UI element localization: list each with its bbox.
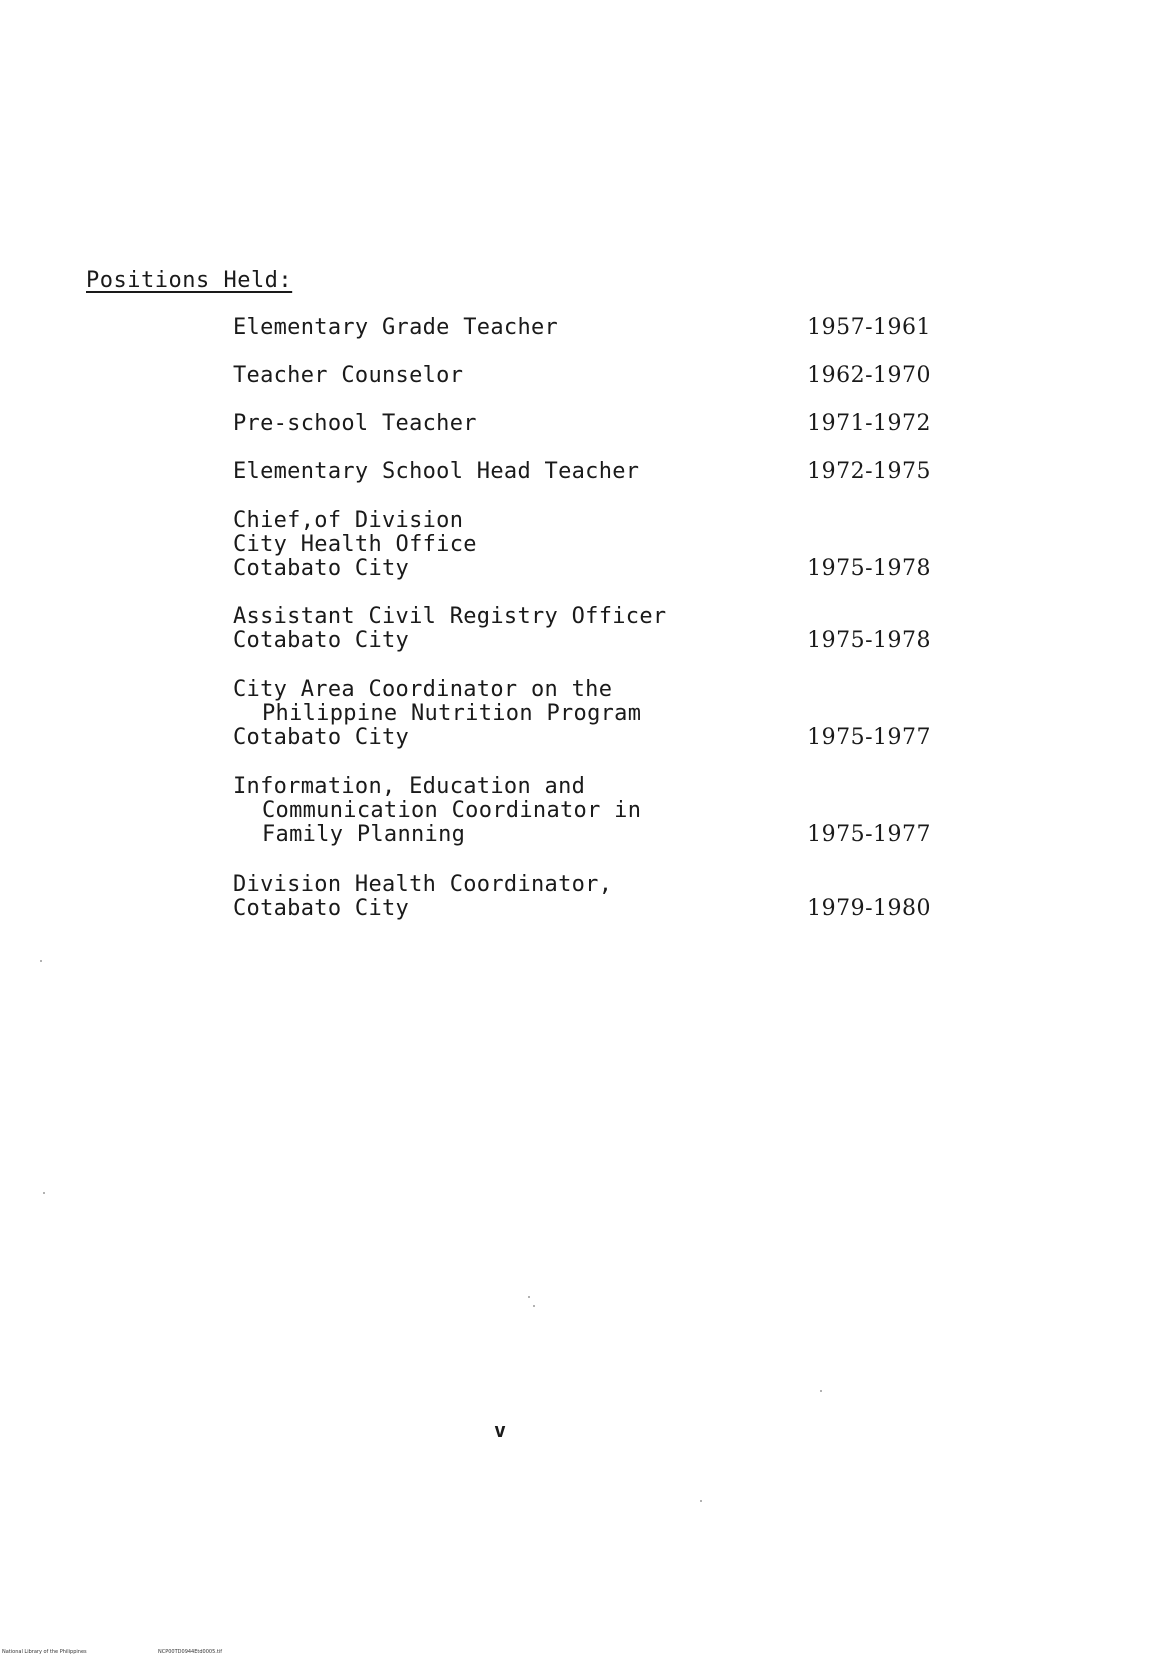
section-heading: Positions Held:	[86, 268, 293, 293]
position-title-line: Teacher Counselor	[233, 363, 464, 388]
position-years: 1962-1970	[807, 363, 931, 388]
position-title	[233, 460, 753, 484]
position-years: 1975-1977	[807, 725, 931, 750]
position-title	[233, 678, 753, 750]
position-years: 1957-1961	[807, 315, 931, 340]
position-years: 1979-1980	[807, 896, 931, 921]
position-entry	[233, 316, 933, 340]
position-title-line: Pre-school Teacher	[233, 411, 477, 436]
position-title-line: Elementary School Head Teacher	[233, 459, 640, 484]
position-entry	[233, 412, 933, 436]
position-title	[233, 605, 753, 653]
scan-speck	[528, 1296, 530, 1298]
position-title	[233, 873, 753, 921]
footer-library-name: National Library of the Philippines	[2, 1649, 87, 1655]
position-entry	[233, 460, 933, 484]
position-title-line: Elementary Grade Teacher	[233, 315, 559, 340]
position-years: 1972-1975	[807, 459, 931, 484]
position-entry	[233, 873, 933, 921]
position-entry	[233, 775, 933, 847]
position-title	[233, 775, 753, 847]
position-title-line: Family Planning	[262, 822, 466, 847]
position-title-line: Communication Coordinator in	[262, 798, 642, 823]
position-years: 1971-1972	[807, 411, 931, 436]
position-years: 1975-1978	[807, 628, 931, 653]
position-years: 1975-1978	[807, 556, 931, 581]
position-title-line: Assistant Civil Registry Officer	[233, 604, 667, 629]
position-entry	[233, 509, 933, 581]
scan-speck	[533, 1305, 535, 1307]
scan-speck	[43, 1192, 45, 1194]
position-title-line: City Area Coordinator on the	[233, 677, 613, 702]
position-title	[233, 364, 753, 388]
position-title	[233, 412, 753, 436]
position-entry	[233, 605, 933, 653]
position-title-line: Information, Education and	[233, 774, 586, 799]
position-title	[233, 316, 753, 340]
position-entry	[233, 678, 933, 750]
position-title-line: Philippine Nutrition Program	[262, 701, 642, 726]
position-title-line: Cotabato City	[233, 725, 410, 750]
page-number: v	[494, 1418, 507, 1442]
position-title-line: Chief,of Division	[233, 508, 464, 533]
position-entry	[233, 364, 933, 388]
scan-speck	[700, 1500, 702, 1502]
scan-speck	[820, 1390, 822, 1392]
position-title	[233, 509, 753, 581]
position-title-line: City Health Office	[233, 532, 477, 557]
footer-file-name: NCP00TD0944Etd0005.tif	[158, 1649, 222, 1655]
position-title-line: Division Health Coordinator,	[233, 872, 613, 897]
position-years: 1975-1977	[807, 822, 931, 847]
position-title-line: Cotabato City	[233, 556, 410, 581]
position-title-line: Cotabato City	[233, 896, 410, 921]
position-title-line: Cotabato City	[233, 628, 410, 653]
scan-speck	[40, 960, 42, 962]
